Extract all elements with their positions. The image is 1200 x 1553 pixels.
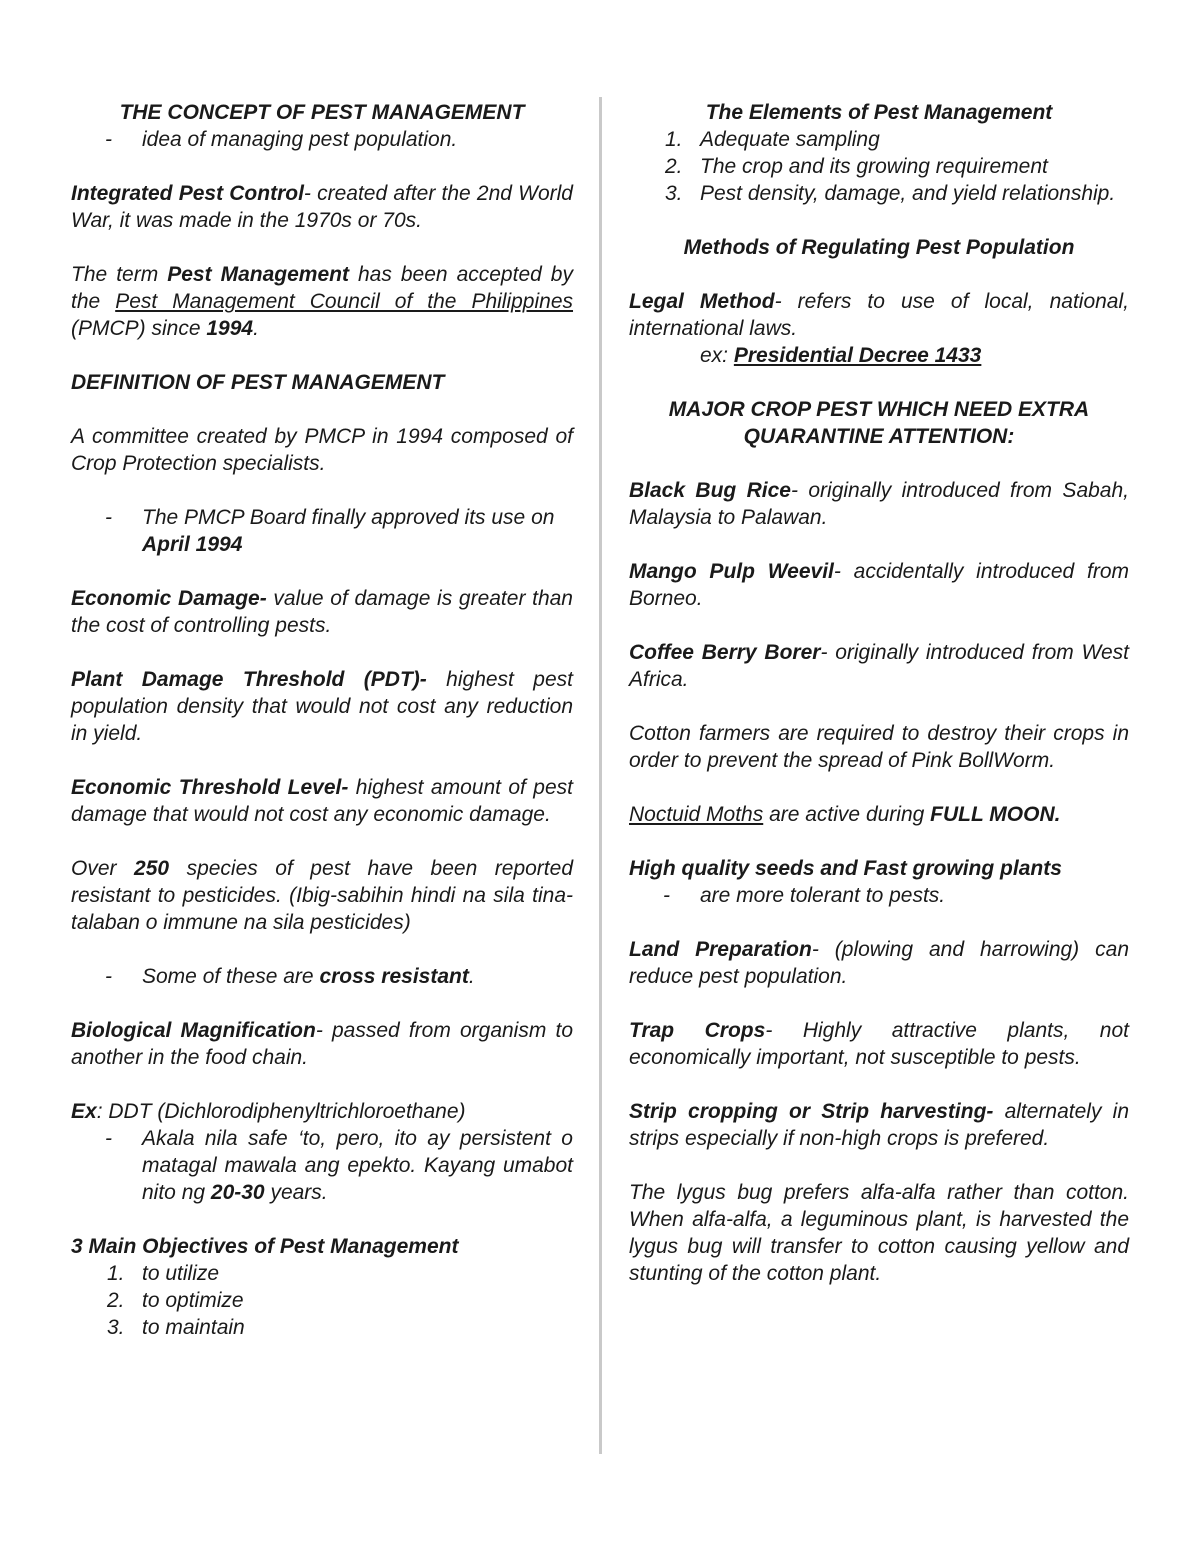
element-item: 2. The crop and its growing requirement (665, 155, 1048, 178)
dash-marker: - (663, 884, 670, 907)
legal-example: ex: Presidential Decree 1433 (700, 344, 982, 367)
black-bug-paragraph: Black Bug Rice- originally introduced from Sabah, Malaysia to Palawan. (629, 479, 1129, 529)
ipc-term: Integrated Pest Control (71, 182, 304, 205)
column-divider (599, 97, 602, 1454)
legal-method-paragraph: Legal Method- refers to use of local, national, international laws. (629, 290, 1129, 340)
dash-marker: - (105, 128, 112, 151)
dash-marker: - (105, 506, 112, 529)
board-list-item: - The PMCP Board finally approved its use on April 1994 (105, 506, 555, 556)
pm-paragraph: The term Pest Management has been accepted by the Pest Management Council of the Philippines (PMCP) since 1994. (71, 263, 574, 340)
trap-crops-paragraph: Trap Crops- Highly attractive plants, not economically important, not susceptible to pests. (629, 1019, 1130, 1069)
methods-heading: Methods of Regulating Pest Population (683, 236, 1075, 259)
economic-damage-paragraph: Economic Damage- value of damage is greater than the cost of controlling pests. (71, 587, 573, 637)
land-preparation-paragraph: Land Preparation- (plowing and harrowing) can reduce pest population. (629, 938, 1129, 988)
coffee-borer-paragraph: Coffee Berry Borer- originally introduced from West Africa. (629, 641, 1129, 691)
left-column (71, 99, 573, 1341)
resistance-paragraph: Over 250 species of pest have been reported resistant to pesticides. (Ibig-sabihin hindi na sila tina-talaban o immune na sila pesticides) (71, 857, 573, 934)
element-item: 3. Pest density, damage, and yield relationship. (665, 182, 1116, 205)
dash-marker: - (105, 1127, 112, 1150)
mango-weevil-paragraph: Mango Pulp Weevil- accidentally introduced from Borneo. (629, 560, 1130, 610)
elements-heading: The Elements of Pest Management (705, 101, 1053, 124)
cross-resistant-item: - Some of these are cross resistant. (105, 965, 475, 988)
objective-item: 2. to optimize (107, 1289, 244, 1312)
ddt-note-item: - Akala nila safe ‘to, pero, ito ay persistent o matagal mawala ang epekto. Kayang umabot nito ng 20-30 years. (105, 1127, 573, 1204)
bio-magnification-paragraph: Biological Magnification- passed from organism to another in the food chain. (71, 1019, 573, 1069)
element-item: 1. Adequate sampling (665, 128, 880, 151)
concept-list-item: - idea of managing pest population. (105, 128, 458, 151)
lygus-paragraph: The lygus bug prefers alfa-alfa rather than cotton. When alfa-alfa, a leguminous plant, is harvested the lygus bug will transfer to cotton causing yellow and stunting of the cotton plant. (629, 1181, 1129, 1285)
strip-cropping-paragraph: Strip cropping or Strip harvesting- alternately in strips especially if non-high crops is prefered. (629, 1100, 1129, 1150)
dash-marker: - (105, 965, 112, 988)
major-pest-heading-line2: QUARANTINE ATTENTION: (743, 425, 1015, 448)
cotton-paragraph: Cotton farmers are required to destroy their crops in order to prevent the spread of Pink BollWorm. (629, 722, 1129, 772)
objective-item: 3. to maintain (107, 1316, 245, 1339)
committee-paragraph: A committee created by PMCP in 1994 composed of Crop Protection specialists. (71, 425, 573, 475)
major-pest-heading-line1: MAJOR CROP PEST WHICH NEED EXTRA (668, 398, 1090, 421)
concept-heading: THE CONCEPT OF PEST MANAGEMENT (119, 101, 525, 124)
objective-item: 1. to utilize (107, 1262, 220, 1285)
pm-term: Pest Management (167, 263, 349, 286)
etl-paragraph: Economic Threshold Level- highest amount of pest damage that would not cost any economic damage. (71, 776, 573, 826)
decree-name: Presidential Decree 1433 (733, 344, 982, 367)
right-column (629, 99, 1129, 1287)
seeds-heading: High quality seeds and Fast growing plants (629, 857, 1062, 880)
pdt-paragraph: Plant Damage Threshold (PDT)- highest pest population density that would not cost any reduction in yield. (71, 668, 573, 745)
noctuid-paragraph: Noctuid Moths are active during FULL MOON. (629, 803, 1061, 826)
definition-heading: DEFINITION OF PEST MANAGEMENT (71, 371, 445, 394)
objectives-heading: 3 Main Objectives of Pest Management (71, 1235, 459, 1258)
ddt-example: Ex: DDT (Dichlorodiphenyltrichloroethane) (71, 1100, 466, 1123)
seeds-list-item: - are more tolerant to pests. (663, 884, 946, 907)
ipc-paragraph: Integrated Pest Control- created after the 2nd World War, it was made in the 1970s or 70s. (71, 182, 573, 232)
pmcp-name: Pest Management Council of the Philippines (115, 290, 574, 313)
